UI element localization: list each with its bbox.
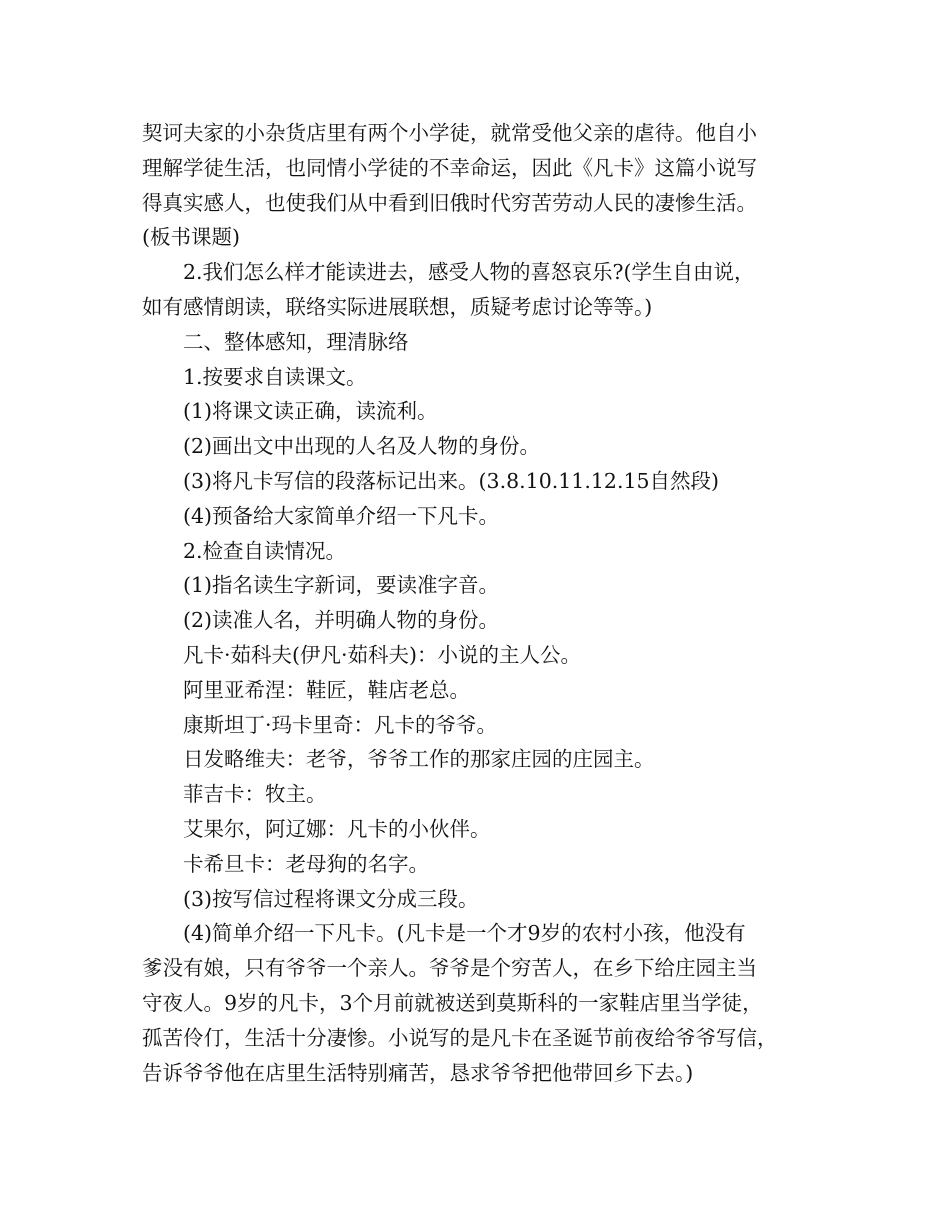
- text-line: (4)简单介绍一下凡卡。(凡卡是一个才9岁的农村小孩，他没有: [183, 921, 746, 946]
- text-line: 爹没有娘，只有爷爷一个亲人。爷爷是个穷苦人，在乡下给庄园主当: [142, 956, 757, 981]
- text-line: (2)读准人名，并明确人物的身份。: [183, 608, 500, 633]
- text-line: 孤苦伶仃，生活十分凄惨。小说写的是凡卡在圣诞节前夜给爷爷写信，: [142, 1025, 778, 1050]
- section-heading: 二、整体感知，理清脉络: [183, 329, 409, 354]
- text-line: 1.按要求自读课文。: [183, 364, 367, 389]
- character-entry: 凡卡·茹科夫(伊凡·茹科夫)：小说的主人公。: [183, 642, 582, 667]
- character-entry: 艾果尔，阿辽娜：凡卡的小伙伴。: [183, 816, 491, 841]
- text-line: 理解学徒生活，也同情小学徒的不幸命运，因此《凡卡》这篇小说写: [142, 155, 757, 180]
- text-line: (3)将凡卡写信的段落标记出来。(3.8.10.11.12.15自然段): [183, 468, 720, 493]
- character-entry: 康斯坦丁·玛卡里奇：凡卡的爷爷。: [183, 712, 498, 737]
- text-line: 守夜人。9岁的凡卡，3个月前就被送到莫斯科的一家鞋店里当学徒，: [142, 990, 763, 1015]
- character-entry: 阿里亚希涅：鞋匠，鞋店老总。: [183, 677, 470, 702]
- character-entry: 菲吉卡：牧主。: [183, 782, 327, 807]
- character-entry: 日发略维夫：老爷，爷爷工作的那家庄园的庄园主。: [183, 747, 655, 772]
- text-line: (1)指名读生字新词，要读准字音。: [183, 573, 500, 598]
- text-line: 如有感情朗读，联络实际进展联想，质疑考虑讨论等等。): [142, 294, 653, 319]
- text-line: (3)按写信过程将课文分成三段。: [183, 886, 479, 911]
- text-line: 2.检查自读情况。: [183, 538, 347, 563]
- text-line: (4)预备给大家简单介绍一下凡卡。: [183, 503, 500, 528]
- text-line: 契诃夫家的小杂货店里有两个小学徒，就常受他父亲的虐待。他自小: [142, 121, 757, 145]
- text-line: (板书课题): [142, 225, 240, 250]
- body-text: [142, 116, 840, 1090]
- text-line: (2)画出文中出现的人名及人物的身份。: [183, 434, 541, 459]
- text-line: 2.我们怎么样才能读进去，感受人物的喜怒哀乐?(学生自由说，: [183, 260, 755, 285]
- text-line: 告诉爷爷他在店里生活特别痛苦，恳求爷爷把他带回乡下去。): [142, 1060, 694, 1085]
- text-line: 得真实感人，也使我们从中看到旧俄时代穷苦劳动人民的凄惨生活。: [142, 190, 757, 215]
- character-entry: 卡希旦卡：老母狗的名字。: [183, 851, 429, 876]
- text-line: (1)将课文读正确，读流利。: [183, 399, 438, 424]
